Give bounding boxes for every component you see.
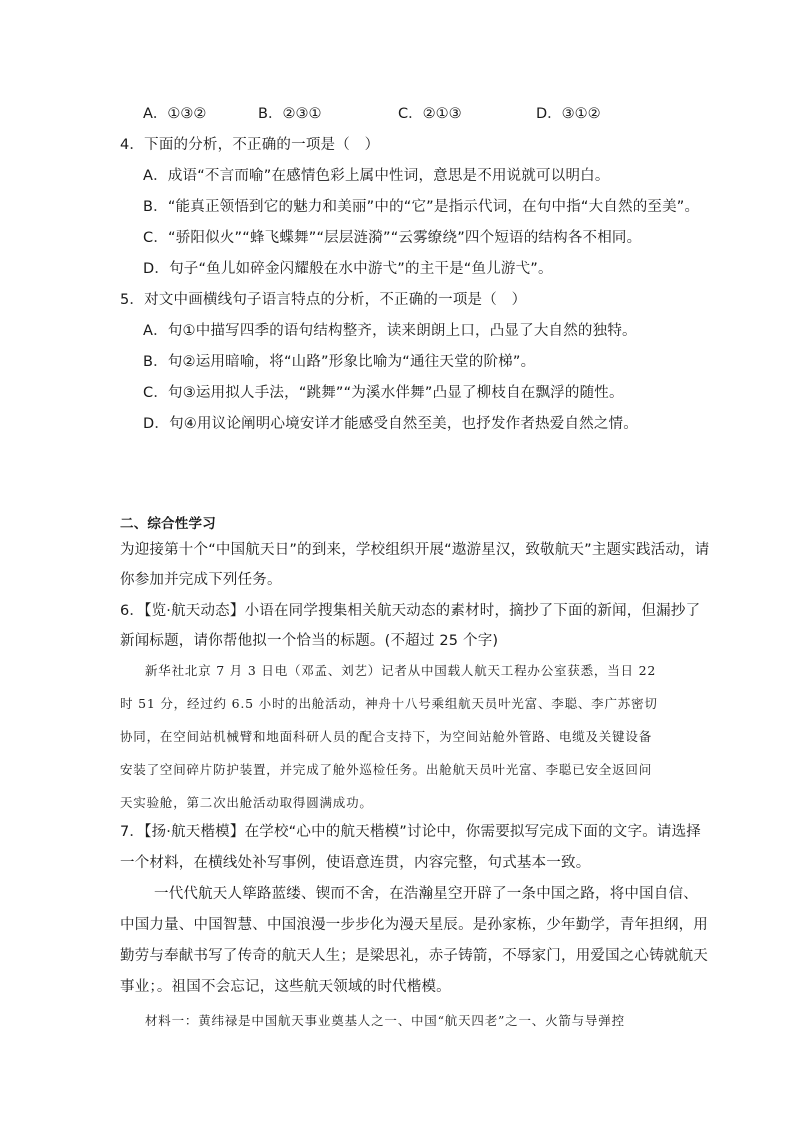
q5-option-a: A．句①中描写四季的语句结构整齐，读来朗朗上口，凸显了大自然的独特。 — [143, 323, 637, 339]
material-one: 材料一：黄纬禄是中国航天事业奠基人之一、中国“航天四老”之一、火箭与导弹控 — [145, 1013, 625, 1028]
q4-option-c: C．“骄阳似火”“蜂飞蝶舞”“层层涟漪”“云雾缭绕”四个短语的结构各不相同。 — [143, 230, 642, 246]
q3-option-a: A．①③② — [143, 106, 207, 122]
q5-option-c: C．句③运用拟人手法，“跳舞”“为溪水伴舞”凸显了柳枝自在飘浮的随性。 — [143, 385, 624, 401]
passage-line: 事业；。祖国不会忘记，这些航天领域的时代楷模。 — [120, 979, 451, 995]
q5-stem: 5．对文中画横线句子语言特点的分析，不正确的一项是（ ） — [120, 292, 527, 308]
q3-option-b: B．②③① — [258, 106, 322, 122]
news-line: 新华社北京 7 月 3 日电（邓孟、刘艺）记者从中国载人航天工程办公室获悉，当日 22 — [145, 663, 657, 678]
section-heading: 二、综合性学习 — [120, 516, 216, 532]
news-line: 天实验舱，第二次出舱活动取得圆满成功。 — [120, 795, 373, 810]
passage-line: 一代代航天人筚路蓝缕、锲而不舍，在浩瀚星空开辟了一条中国之路，将中国自信、 — [154, 886, 698, 902]
q7-stem-line-2: 一个材料，在横线处补写事例，使语意连贯，内容完整，句式基本一致。 — [120, 855, 591, 871]
q4-option-d: D．句子“鱼儿如碎金闪耀般在水中游弋”的主干是“鱼儿游弋”。 — [143, 261, 553, 277]
news-line: 安装了空间碎片防护装置，并完成了舱外巡检任务。出舱航天员叶光富、李聪已安全返回问 — [120, 762, 653, 777]
q6-stem-line-1: 6．【览·航天动态】小语在同学搜集相关航天动态的素材时，摘抄了下面的新闻，但漏抄了 — [120, 603, 701, 619]
q4-option-b: B．“能真正领悟到它的魅力和美丽”中的“它”是指示代词，在句中指“大自然的至美”。 — [143, 199, 700, 215]
passage-line: 勤劳与奉献书写了传奇的航天人生；是梁思礼，赤子铸箭，不辱家门，用爱国之心铸就航天 — [120, 948, 708, 964]
q5-option-d: D．句④用议论阐明心境安详才能感受自然至美，也抒发作者热爱自然之情。 — [143, 416, 638, 432]
q3-option-c: C．②①③ — [398, 106, 462, 122]
q7-stem-line-1: 7．【扬·航天楷模】在学校“心中的航天楷模”讨论中，你需要拟写完成下面的文字。请选择 — [120, 824, 702, 840]
section-intro-line-2: 你参加并完成下列任务。 — [120, 572, 282, 588]
passage-line: 中国力量、中国智慧、中国浪漫一步步化为漫天星辰。是孙家栋，少年勤学，青年担纲，用 — [120, 917, 708, 933]
q3-option-d: D．③①② — [536, 106, 601, 122]
q4-stem: 4．下面的分析，不正确的一项是（ ） — [120, 137, 380, 153]
q6-stem-line-2: 新闻标题，请你帮他拟一个恰当的标题。(不超过 25 个字) — [120, 633, 499, 649]
news-line: 协同，在空间站机械臂和地面科研人员的配合支持下，为空间站舱外管路、电缆及关键设备 — [120, 729, 653, 744]
q5-option-b: B．句②运用暗喻，将“山路”形象比喻为“通往天堂的阶梯”。 — [143, 354, 536, 370]
q4-option-a: A．成语“不言而喻”在感情色彩上属中性词，意思是不用说就可以明白。 — [143, 168, 610, 184]
section-intro-line-1: 为迎接第十个“中国航天日”的到来，学校组织开展“遨游星汉，致敬航天”主题实践活动，请 — [120, 542, 710, 558]
news-line: 时 51 分，经过约 6.5 小时的出舱活动，神舟十八号乘组航天员叶光富、李聪、李广苏密切 — [120, 696, 658, 711]
